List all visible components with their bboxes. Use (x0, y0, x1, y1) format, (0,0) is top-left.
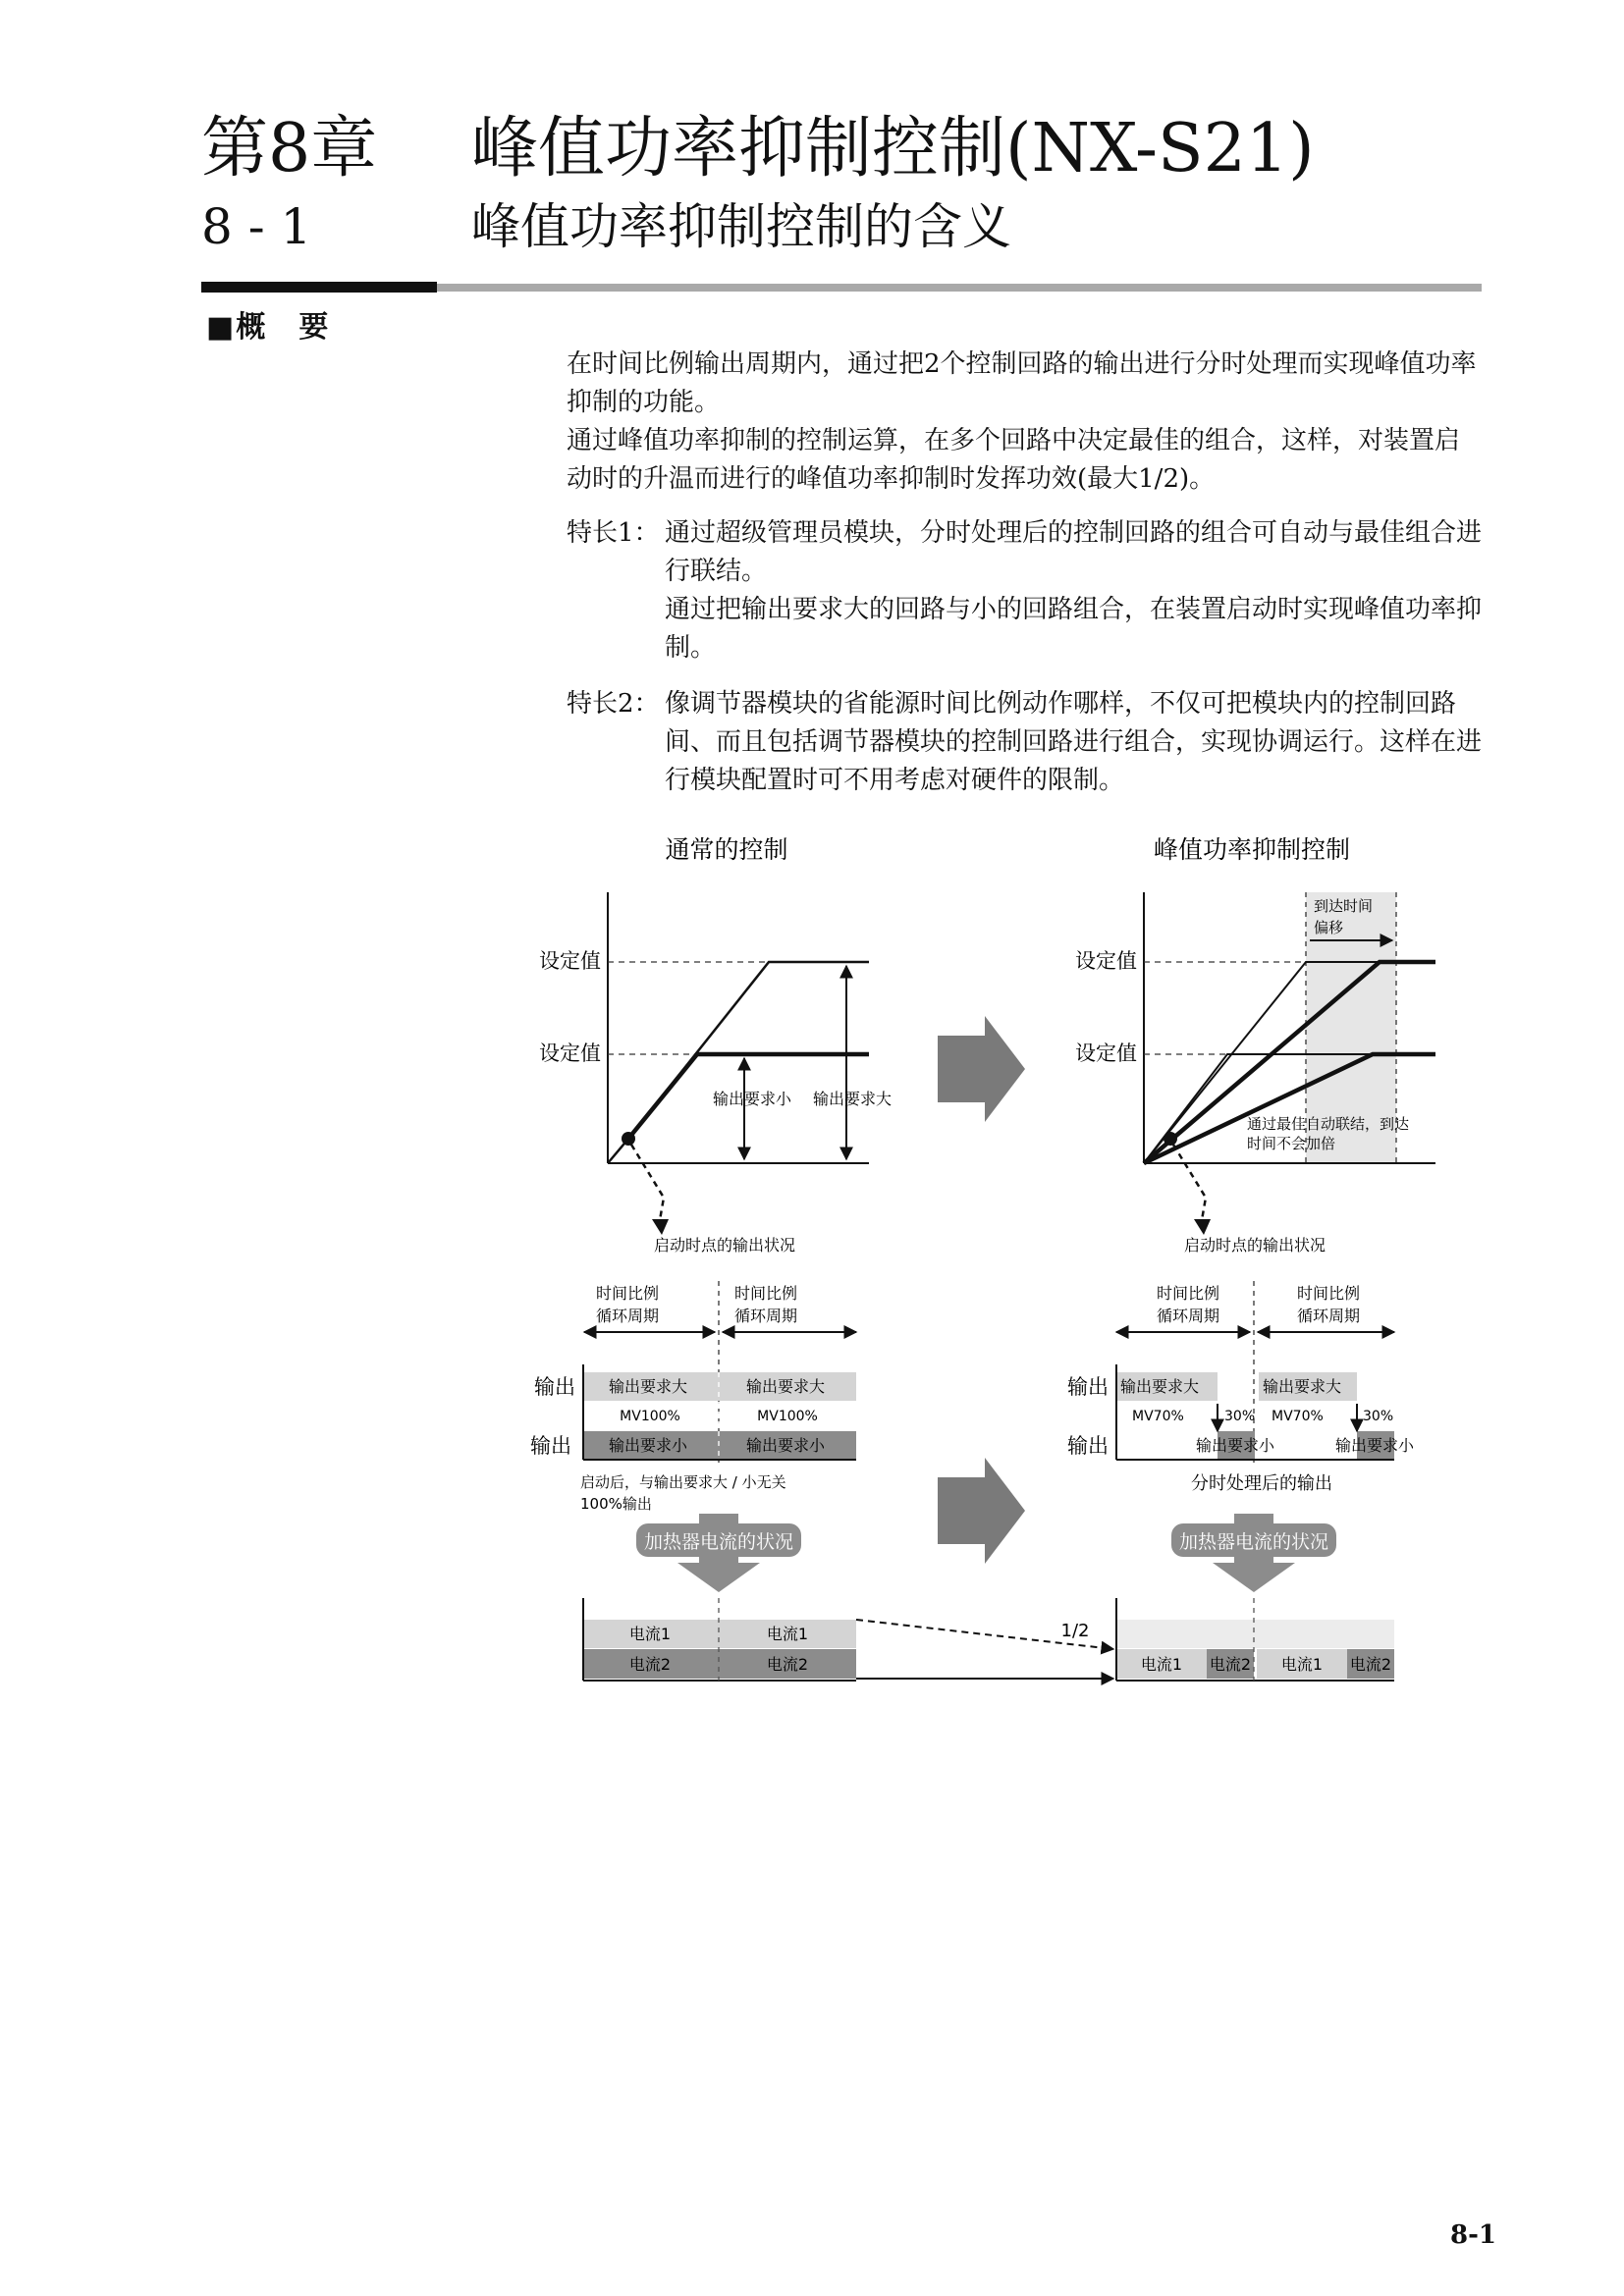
left-current2-a: 电流2 (628, 1655, 672, 1674)
auto-link-note-line-2: 时间不会加倍 (1247, 1135, 1336, 1152)
right-mv70-2: MV70% (1272, 1409, 1324, 1424)
time-shared-output: 分时处理后的输出 (1191, 1473, 1332, 1494)
page-number: 8-1 (1450, 2220, 1496, 2250)
left-setpoint-lower: 设定值 (539, 1041, 601, 1065)
feature-1-line-1: 通过超级管理员模块，分时处理后的控制回路的组合可自动与最佳组合进行联结。 (665, 518, 1483, 586)
left-output-label-2: 输出 (530, 1434, 571, 1458)
left-cycle-1-line-1: 时间比例 (595, 1284, 660, 1303)
right-bar-small-1: 输出要求小 (1196, 1436, 1275, 1455)
left-mv100-1: MV100% (620, 1409, 680, 1424)
left-cycle-1-line-2: 循环周期 (595, 1307, 660, 1325)
left-current2-b: 电流2 (766, 1655, 809, 1674)
after-startup-line-1: 启动后，与输出要求大 / 小无关 (580, 1473, 786, 1491)
left-mv100-2: MV100% (757, 1409, 818, 1424)
left-startup-status: 启动时点的输出状况 (653, 1236, 796, 1255)
right-current1-b: 电流1 (1280, 1655, 1324, 1674)
transition-arrow-lower (938, 1458, 1025, 1564)
right-timing-chart (1067, 1281, 1415, 1592)
after-startup-line-2: 100%输出 (580, 1495, 652, 1513)
right-cycle-1-line-2: 循环周期 (1156, 1307, 1220, 1325)
auto-link-note-line-1: 通过最佳自动联结，到达 (1247, 1115, 1410, 1133)
chapter-name: 峰值功率抑制控制(NX-S21) (471, 110, 1315, 187)
left-cycle-2-line-2: 循环周期 (733, 1307, 798, 1325)
arrival-shift-line-2: 偏移 (1314, 919, 1344, 936)
right-setpoint-upper: 设定值 (1075, 949, 1137, 973)
half-current-label: 1/2 (1060, 1621, 1090, 1641)
left-timing-chart (530, 1281, 856, 1592)
left-bar-small-1: 输出要求小 (608, 1436, 688, 1455)
right-bar-large-2: 输出要求大 (1263, 1377, 1342, 1396)
left-heater-current-status: 加热器电流的状况 (643, 1531, 794, 1553)
feature-1-line-2: 通过把输出要求大的回路与小的回路组合，在装置启动时实现峰值功率抑制。 (665, 595, 1483, 663)
left-figure-title: 通常的控制 (665, 835, 788, 864)
left-current1-a: 电流1 (628, 1625, 672, 1643)
right-current2-b: 电流2 (1349, 1655, 1392, 1674)
right-pct30-1: 30% (1224, 1409, 1256, 1424)
left-cycle-2-line-1: 时间比例 (733, 1284, 798, 1303)
right-current2-a: 电流2 (1209, 1655, 1252, 1674)
left-bar-large-2: 输出要求大 (745, 1377, 826, 1396)
overview-heading: ■概 要 (206, 310, 331, 345)
left-current1-b: 电流1 (766, 1625, 809, 1643)
right-cycle-2-line-2: 循环周期 (1296, 1307, 1361, 1325)
right-mv70-1: MV70% (1132, 1409, 1184, 1424)
feature-2-line-1: 像调节器模块的省能源时间比例动作哪样，不仅可把模块内的控制回路间、而且包括调节器模块的控制回路进行组合，实现协调运行。这样在进行模块配置时可不用考虑对硬件的限制。 (665, 689, 1483, 795)
right-output-label-2: 输出 (1067, 1434, 1109, 1458)
right-bar-small-2: 输出要求小 (1335, 1436, 1415, 1455)
feature-2-label: 特长2： (567, 689, 660, 719)
intro-paragraph-2: 通过峰值功率抑制的控制运算，在多个回路中决定最佳的组合，这样，对装置启动时的升温而进行的峰值功率抑制时发挥功效(最大1/2)。 (567, 426, 1461, 494)
right-current1-a: 电流1 (1140, 1655, 1183, 1674)
left-temperature-graph (539, 892, 892, 1255)
left-output-label-1: 输出 (534, 1375, 575, 1399)
current-comparison (583, 1598, 1394, 1681)
left-large-demand-label: 输出要求大 (813, 1090, 893, 1108)
right-figure-title: 峰值功率抑制控制 (1153, 835, 1351, 864)
transition-arrow-upper (938, 1016, 1025, 1122)
right-temperature-graph (1075, 892, 1435, 1255)
feature-1-label: 特长1： (567, 518, 660, 548)
right-startup-status: 启动时点的输出状况 (1183, 1236, 1326, 1255)
right-output-label-1: 输出 (1067, 1375, 1109, 1399)
right-setpoint-lower: 设定值 (1075, 1041, 1137, 1065)
intro-paragraph-1: 在时间比例输出周期内，通过把2个控制回路的输出进行分时处理而实现峰值功率抑制的功能。 (567, 349, 1477, 417)
arrival-shift-line-1: 到达时间 (1314, 897, 1374, 915)
left-bar-large-1: 输出要求大 (608, 1377, 688, 1396)
right-pct30-2: 30% (1363, 1409, 1394, 1424)
left-setpoint-upper: 设定值 (539, 949, 601, 973)
right-bar-large-1: 输出要求大 (1120, 1377, 1200, 1396)
left-small-demand-label: 输出要求小 (713, 1090, 792, 1108)
right-heater-current-status: 加热器电流的状况 (1178, 1531, 1329, 1553)
section-name: 峰值功率抑制控制的含义 (471, 198, 1011, 255)
left-bar-small-2: 输出要求小 (745, 1436, 826, 1455)
chapter-number: 第8章 (201, 110, 378, 187)
right-cycle-1-line-1: 时间比例 (1156, 1284, 1220, 1303)
right-cycle-2-line-1: 时间比例 (1296, 1284, 1361, 1303)
section-number: 8 - 1 (201, 198, 312, 255)
